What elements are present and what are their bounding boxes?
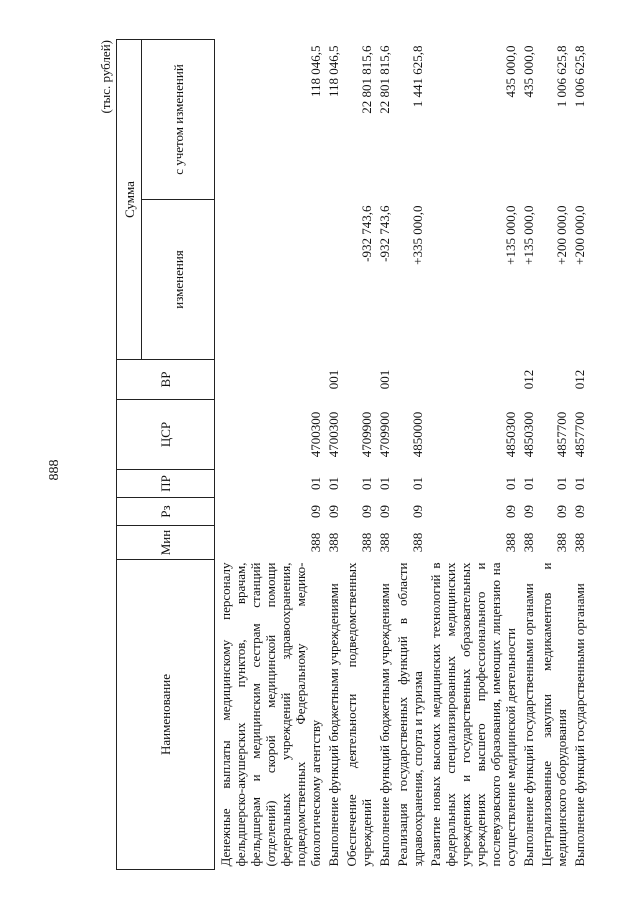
row-total: 22 801 815,6 <box>359 45 374 114</box>
row-rz: 09 <box>326 505 341 518</box>
budget-table <box>116 39 587 870</box>
row-rz: 09 <box>554 505 569 518</box>
header-name: Наименование <box>117 560 215 870</box>
row-rz: 09 <box>503 505 518 518</box>
row-change: -932 743,6 <box>359 205 374 262</box>
row-vr: 001 <box>326 369 341 390</box>
row-min: 388 <box>326 532 341 553</box>
header-sum: Сумма <box>117 40 142 360</box>
row-total: 1 006 625,8 <box>554 45 569 108</box>
row-pr: 01 <box>554 477 569 490</box>
table-row <box>536 40 569 870</box>
table-row <box>215 40 324 870</box>
row-min: 388 <box>503 532 518 553</box>
row-vr <box>215 360 324 400</box>
row-total: 1 006 625,8 <box>572 45 587 108</box>
row-change: +135 000,0 <box>521 205 536 265</box>
row-total: 435 000,0 <box>503 45 518 98</box>
row-change: +335 000,0 <box>410 205 425 265</box>
row-total: 435 000,0 <box>521 45 536 98</box>
header-with-change: с учетом изменений <box>142 40 215 200</box>
table-row <box>341 40 374 870</box>
row-min: 388 <box>572 532 587 553</box>
row-vr: 012 <box>572 369 587 390</box>
row-name: Выполнение функций государственными органами <box>521 583 536 867</box>
row-change: -932 743,6 <box>377 205 392 262</box>
row-pr: 01 <box>359 477 374 490</box>
row-pr: 01 <box>326 477 341 490</box>
table-row <box>425 40 518 870</box>
row-vr: 001 <box>377 369 392 390</box>
row-csr: 4850300 <box>503 411 518 458</box>
table-body <box>215 40 588 870</box>
row-csr: 4709900 <box>359 411 374 458</box>
row-csr: 4857700 <box>554 411 569 458</box>
row-total: 118 046,5 <box>326 45 341 98</box>
page-number: 888 <box>47 459 62 481</box>
header-change: изменения <box>142 200 215 360</box>
row-min: 388 <box>359 532 374 553</box>
row-pr: 01 <box>572 477 587 490</box>
header-csr: ЦСР <box>117 400 215 470</box>
row-vr <box>392 360 425 400</box>
header-pr: ПР <box>117 470 215 498</box>
rotated-page-content <box>96 40 596 870</box>
row-min: 388 <box>308 532 323 553</box>
row-name: Выполнение функций бюджетными учреждениями <box>326 583 341 867</box>
row-name: Выполнение функций государственными органами <box>572 583 587 867</box>
table-row <box>518 40 536 870</box>
row-csr: 4700300 <box>308 411 323 458</box>
row-csr: 4709900 <box>377 411 392 458</box>
row-pr: 01 <box>503 477 518 490</box>
table-row <box>392 40 425 870</box>
header-vr: ВР <box>117 360 215 400</box>
row-pr: 01 <box>308 477 323 490</box>
row-rz: 09 <box>308 505 323 518</box>
header-rz: Рз <box>117 498 215 526</box>
row-change <box>323 200 341 360</box>
row-rz: 09 <box>521 505 536 518</box>
row-min: 388 <box>554 532 569 553</box>
row-name: Выполнение функций бюджетными учреждениями <box>377 583 392 867</box>
table-row <box>323 40 341 870</box>
row-change: +200 000,0 <box>572 205 587 265</box>
row-change: +135 000,0 <box>503 205 518 265</box>
table-row <box>374 40 392 870</box>
row-pr: 01 <box>377 477 392 490</box>
row-csr: 4857700 <box>572 411 587 458</box>
row-pr: 01 <box>410 477 425 490</box>
row-vr <box>425 360 518 400</box>
row-min: 388 <box>410 532 425 553</box>
row-name: Развитие новых высоких медицинских технологий в федеральных специализированных медицинских учреждениях и государственных образовательных учреждениях высшего профессионального и послевузовского образования, имеющих лицензию на осуществление медицинской деятельности <box>428 562 518 867</box>
row-rz: 09 <box>377 505 392 518</box>
row-csr: 4700300 <box>326 411 341 458</box>
row-pr: 01 <box>521 477 536 490</box>
row-name: Обеспечение деятельности подведомственных учреждений <box>344 562 374 867</box>
row-min: 388 <box>521 532 536 553</box>
row-total: 118 046,5 <box>308 45 323 98</box>
row-name: Денежные выплаты медицинскому персоналу фельдшерско-акушерских пунктов, врачам, фельдшерам и медицинским сестрам станций (отделений) скорой медицинской помощи федеральных учреждений здравоохранения, подведомственных Федеральному медико-биологическому агентству <box>218 562 323 867</box>
table-row <box>569 40 587 870</box>
row-vr: 012 <box>521 369 536 390</box>
row-rz: 09 <box>410 505 425 518</box>
row-change: +200 000,0 <box>554 205 569 265</box>
row-csr: 4850300 <box>521 411 536 458</box>
row-total: 1 441 625,8 <box>410 45 425 108</box>
row-name: Централизованные закупки медикаментов и медицинского оборудования <box>539 562 569 867</box>
row-name: Реализация государственных функций в области здравоохранения, спорта и туризма <box>395 562 425 867</box>
row-vr <box>341 360 374 400</box>
row-rz: 09 <box>572 505 587 518</box>
row-min: 388 <box>377 532 392 553</box>
row-vr <box>536 360 569 400</box>
row-change <box>215 200 324 360</box>
row-total: 22 801 815,6 <box>377 45 392 114</box>
row-rz: 09 <box>359 505 374 518</box>
units-note: (тыс. рублей) <box>98 40 113 114</box>
header-min: Мин <box>117 526 215 560</box>
row-csr: 4850000 <box>410 411 425 458</box>
